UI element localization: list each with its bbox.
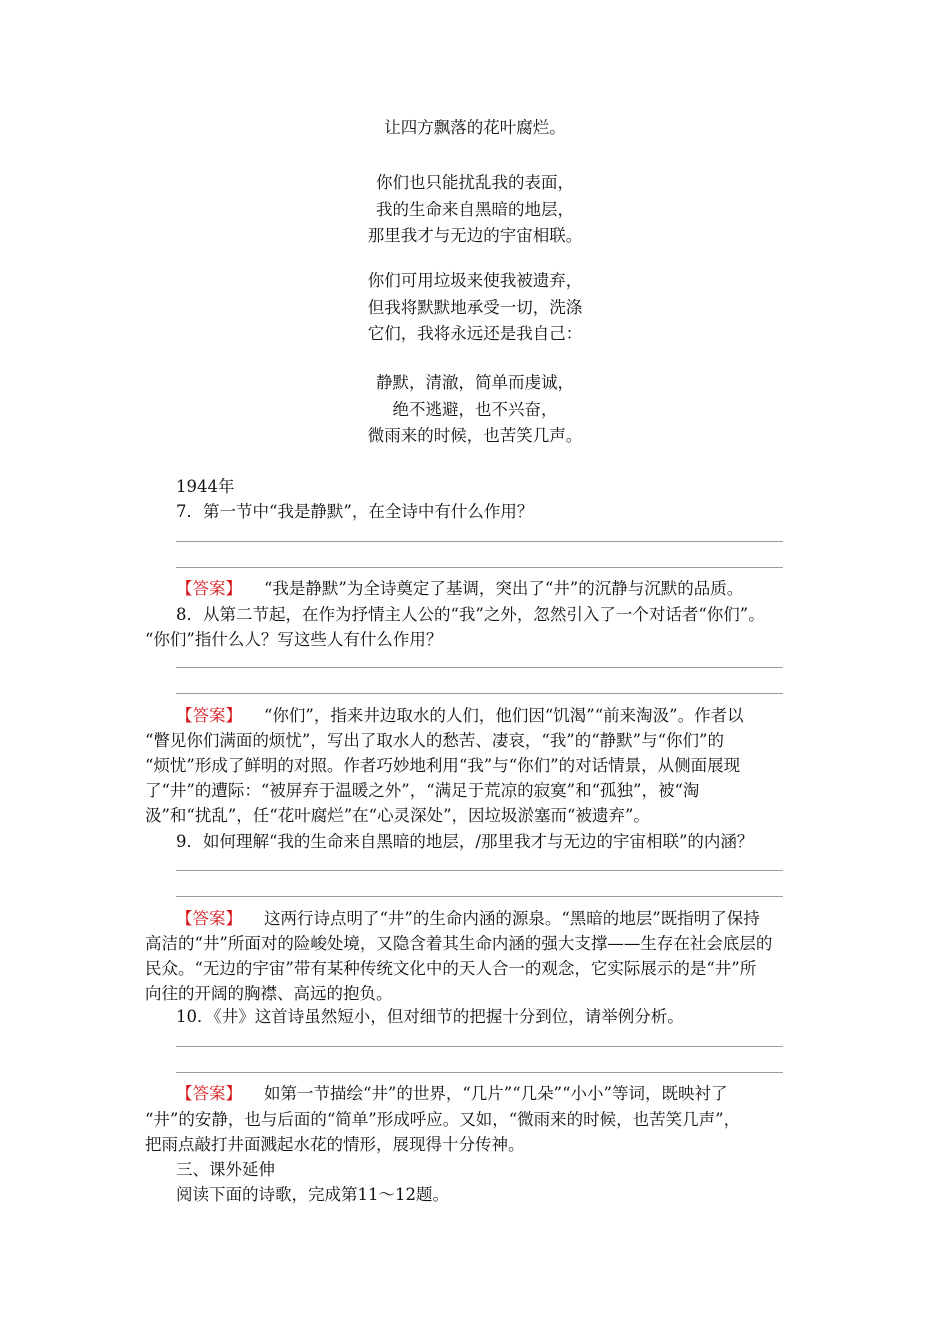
answer-blank-line <box>176 1046 783 1047</box>
answer-blank-line <box>176 667 783 668</box>
answer-9-line: 高洁的“井”所面对的险峻处境，又隐含着其生命内涵的强大支撑——生存在社会底层的 <box>145 934 773 953</box>
poem-line: 你们可用垃圾来使我被遗弃， <box>367 271 583 290</box>
answer-8-line: 了“井”的遭际：“被屏弃于温暖之外”，“满足于荒凉的寂寞”和“孤独”，被“淘 <box>145 781 700 800</box>
answer-tag: 【答案】 <box>176 706 242 725</box>
poem-line: 我的生命来自黑暗的地层， <box>376 199 574 219</box>
answer-10-line-1 <box>176 1080 727 1104</box>
answer-blank-line <box>176 693 783 694</box>
question-9: 9．如何理解“我的生命来自黑暗的地层，/那里我才与无边的宇宙相联”的内涵？ <box>176 832 754 851</box>
poem-stanza-4 <box>0 370 950 450</box>
poem-line: 绝不逃避，也不兴奋， <box>392 399 558 419</box>
answer-8-line: “瞥见你们满面的烦忧”，写出了取水人的愁苦、凄哀，“我”的“静默”与“你们”的 <box>145 731 724 750</box>
answer-10-line: “井”的安静，也与后面的“简单”形成呼应。又如，“微雨来的时候，也苦笑几声”， <box>145 1110 741 1129</box>
answer-9-line: 向往的开阔的胸襟、高远的抱负。 <box>145 984 393 1003</box>
answer-tag: 【答案】 <box>176 909 242 928</box>
question-7: 7．第一节中“我是静默”，在全诗中有什么作用？ <box>176 502 534 521</box>
answer-text: “我是静默”为全诗奠定了基调，突出了“井”的沉静与沉默的品质。 <box>264 579 744 598</box>
answer-blank-line <box>176 870 783 871</box>
poem-line: 微雨来的时候，也苦笑几声。 <box>367 426 583 445</box>
poem-line: 你们也只能扰乱我的表面， <box>376 173 574 192</box>
answer-10-line: 把雨点敲打井面溅起水花的情形，展现得十分传神。 <box>145 1135 525 1154</box>
poem-line: 静默，清澈，简单而虔诚， <box>376 373 574 392</box>
answer-blank-line <box>176 567 783 568</box>
poem-line: 让四方飘落的花叶腐烂。 <box>384 118 566 137</box>
answer-7 <box>176 575 743 599</box>
poem-line: 它们，我将永远还是我自己： <box>367 324 583 343</box>
question-10: 10．《井》这首诗虽然短小，但对细节的把握十分到位，请举例分析。 <box>176 1007 684 1026</box>
reading-instruction: 阅读下面的诗歌，完成第11～12题。 <box>176 1185 449 1204</box>
answer-8-line: 汲”和“扰乱”，任“花叶腐烂”在“心灵深处”，因垃圾淤塞而“被遗弃”。 <box>145 806 650 825</box>
poem-stanza-2 <box>0 170 950 250</box>
answer-text: 这两行诗点明了“井”的生命内涵的源泉。“黑暗的地层”既指明了保持 <box>264 909 760 928</box>
poem-stanza-3 <box>0 268 950 348</box>
answer-blank-line <box>176 541 783 542</box>
question-8-continued: “你们”指什么人？写这些人有什么作用？ <box>145 630 443 649</box>
answer-blank-line <box>176 896 783 897</box>
answer-blank-line <box>176 1072 783 1073</box>
poem-line: 但我将默默地承受一切，洗涤 <box>367 297 583 317</box>
answer-9-line: 民众。“无边的宇宙”带有某种传统文化中的天人合一的观念，它实际展示的是“井”所 <box>145 959 757 978</box>
poem-stanza-1 <box>0 115 950 142</box>
answer-tag: 【答案】 <box>176 579 242 598</box>
section-heading: 三、课外延伸 <box>176 1160 275 1179</box>
question-8: 8．从第二节起，在作为抒情主人公的“我”之外，忽然引入了一个对话者“你们”。 <box>176 605 765 624</box>
poem-date: 1944年 <box>176 477 235 496</box>
answer-text: “你们”，指来井边取水的人们，他们因“饥渴”“前来淘汲”。作者以 <box>264 706 744 725</box>
answer-9-line-1 <box>176 905 760 929</box>
answer-tag: 【答案】 <box>176 1084 242 1103</box>
answer-8-line-1 <box>176 702 744 726</box>
answer-8-line: “烦忧”形成了鲜明的对照。作者巧妙地利用“我”与“你们”的对话情景，从侧面展现 <box>145 756 741 775</box>
answer-text: 如第一节描绘“井”的世界，“几片”“几朵”“小小”等词，既映衬了 <box>264 1084 728 1103</box>
poem-line: 那里我才与无边的宇宙相联。 <box>367 226 583 245</box>
